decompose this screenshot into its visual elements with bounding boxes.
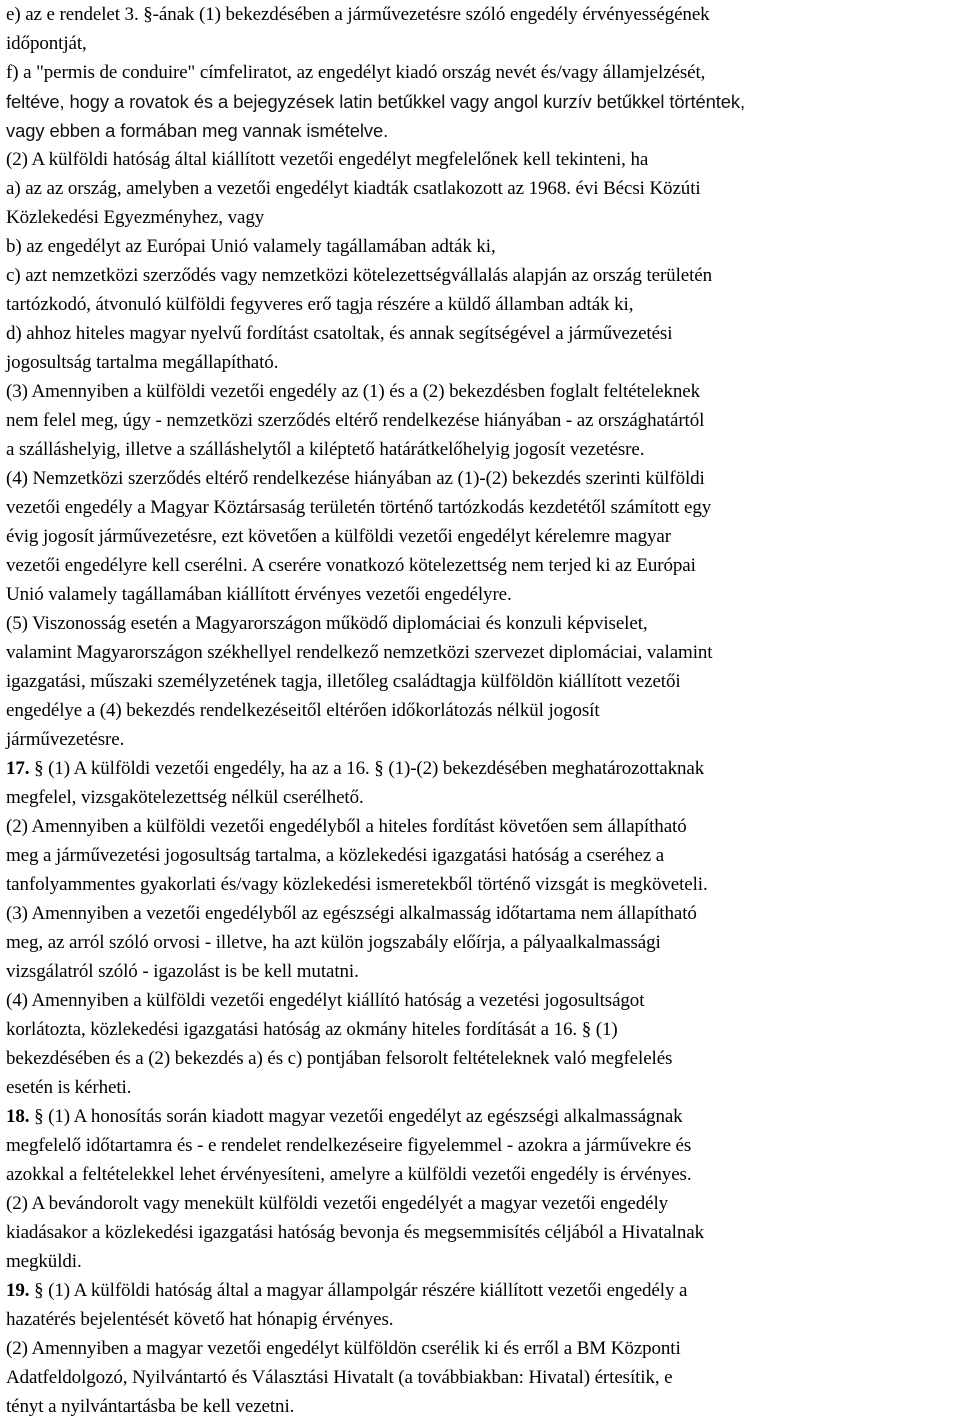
text-line: bekezdésében és a (2) bekezdés a) és c) pontjában felsorolt feltételeknek való megfelelés bbox=[6, 1048, 673, 1069]
text-line: d) ahhoz hiteles magyar nyelvű fordítást csatoltak, és annak segítségével a járművezetési bbox=[6, 323, 673, 344]
text-line: (5) Viszonosság esetén a Magyarországon működő diplomáciai és konzuli képviselet, bbox=[6, 613, 648, 634]
text-line: (2) Amennyiben a külföldi vezetői engedélyből a hiteles fordítást követően sem állapítható bbox=[6, 816, 687, 837]
text-line: (4) Nemzetközi szerződés eltérő rendelkezése hiányában az (1)-(2) bekezdés szerinti külföldi bbox=[6, 468, 705, 489]
text-line: b) az engedélyt az Európai Unió valamely tagállamában adták ki, bbox=[6, 236, 496, 257]
text-line: a) az az ország, amelyben a vezetői engedélyt kiadták csatlakozott az 1968. évi Bécsi Közúti bbox=[6, 178, 701, 199]
text-line: nem felel meg, úgy - nemzetközi szerződés eltérő rendelkezése hiányában - az országhatártól bbox=[6, 410, 705, 431]
text-line: esetén is kérheti. bbox=[6, 1077, 132, 1098]
text-line: tanfolyammentes gyakorlati és/vagy közlekedési ismeretekből történő vizsgát is megköveteli. bbox=[6, 874, 708, 895]
text-line: megfelelő időtartamra és - e rendelet rendelkezéseire figyelemmel - azokra a járművekre és bbox=[6, 1135, 692, 1156]
text-line: vezetői engedély a Magyar Köztársaság területén történő tartózkodás kezdetétől számított egy bbox=[6, 497, 712, 518]
text-line: megküldi. bbox=[6, 1251, 82, 1272]
text-line: (3) Amennyiben a külföldi vezetői engedély az (1) és a (2) bekezdésben foglalt feltételeknek bbox=[6, 381, 701, 402]
text-line: feltéve, hogy a rovatok és a bejegyzések latin betűkkel vagy angol kurzív betűkkel történtek, bbox=[6, 91, 746, 112]
text-line: jogosultság tartalma megállapítható. bbox=[6, 352, 279, 373]
text-line: meg, az arról szóló orvosi - illetve, ha azt külön jogszabály előírja, a pályaalkalmassági bbox=[6, 932, 661, 953]
text-line: korlátozta, közlekedési igazgatási hatóság az okmány hiteles fordítását a 16. § (1) bbox=[6, 1019, 618, 1040]
section-text: § (1) A külföldi hatóság által a magyar állampolgár részére kiállított vezetői engedély a bbox=[34, 1280, 688, 1301]
text-line: járművezetésre. bbox=[6, 729, 125, 750]
text-line: (3) Amennyiben a vezetői engedélyből az egészségi alkalmasság időtartama nem állapítható bbox=[6, 903, 697, 924]
text-line: valamint Magyarországon székhellyel rendelkező nemzetközi szervezet diplomáciai, valamint bbox=[6, 642, 713, 663]
text-line: (2) A külföldi hatóság által kiállított vezetői engedélyt megfelelőnek kell tekinteni, ha bbox=[6, 149, 649, 170]
text-line: f) a "permis de conduire" címfeliratot, az engedélyt kiadó ország nevét és/vagy államjelzését, bbox=[6, 62, 706, 83]
section-19-line bbox=[6, 1276, 954, 1305]
text-line: c) azt nemzetközi szerződés vagy nemzetközi kötelezettségvállalás alapján az ország területén bbox=[6, 265, 713, 286]
text-line: kiadásakor a közlekedési igazgatási hatóság bevonja és megsemmisítés céljából a Hivatalnak bbox=[6, 1222, 704, 1243]
section-17-line bbox=[6, 754, 954, 783]
section-text: § (1) A honosítás során kiadott magyar vezetői engedélyt az egészségi alkalmasságnak bbox=[34, 1106, 683, 1127]
text-line: a szálláshelyig, illetve a szálláshelytől a kiléptető határátkelőhelyig jogosít vezetésre. bbox=[6, 439, 645, 460]
text-line: meg a járművezetési jogosultság tartalma, a közlekedési igazgatási hatóság a cseréhez a bbox=[6, 845, 665, 866]
text-line: vagy ebben a formában meg vannak ismételve. bbox=[6, 120, 389, 141]
text-line: tényt a nyilvántartásba be kell vezetni. bbox=[6, 1396, 295, 1417]
text-line: azokkal a feltételekkel lehet érvényesíteni, amelyre a külföldi vezetői engedély is érvényes. bbox=[6, 1164, 692, 1185]
text-line: Unió valamely tagállamában kiállított érvényes vezetői engedélyre. bbox=[6, 584, 512, 605]
text-line: évig jogosít járművezetésre, ezt követően a külföldi vezetői engedélyt kérelemre magyar bbox=[6, 526, 671, 547]
text-line: megfelel, vizsgakötelezettség nélkül cserélhető. bbox=[6, 787, 364, 808]
section-number: 19. bbox=[6, 1280, 30, 1301]
text-line: (2) Amennyiben a magyar vezetői engedélyt külföldön cserélik ki és erről a BM Központi bbox=[6, 1338, 681, 1359]
text-line: időpontját, bbox=[6, 33, 87, 54]
text-line: (2) A bevándorolt vagy menekült külföldi vezetői engedélyét a magyar vezetői engedély bbox=[6, 1193, 669, 1214]
text-line: hazatérés bejelentését követő hat hónapig érvényes. bbox=[6, 1309, 394, 1330]
text-line: e) az e rendelet 3. §-ának (1) bekezdésében a járművezetésre szóló engedély érvényességének bbox=[6, 4, 710, 25]
section-number: 18. bbox=[6, 1106, 30, 1127]
text-line: (4) Amennyiben a külföldi vezetői engedélyt kiállító hatóság a vezetési jogosultságot bbox=[6, 990, 645, 1011]
section-number: 17. bbox=[6, 758, 30, 779]
section-text: § (1) A külföldi vezetői engedély, ha az a 16. § (1)-(2) bekezdésében meghatározottaknak bbox=[34, 758, 705, 779]
text-line: vizsgálatról szóló - igazolást is be kell mutatni. bbox=[6, 961, 359, 982]
text-line: igazgatási, műszaki személyzetének tagja, illetőleg családtagja külföldön kiállított vezetői bbox=[6, 671, 681, 692]
text-line: Közlekedési Egyezményhez, vagy bbox=[6, 207, 265, 228]
section-18-line bbox=[6, 1102, 954, 1131]
text-line: Adatfeldolgozó, Nyilvántartó és Választási Hivatalt (a továbbiakban: Hivatal) értesítik, e bbox=[6, 1367, 673, 1388]
text-line: engedélye a (4) bekezdés rendelkezéseitől eltérően időkorlátozás nélkül jogosít bbox=[6, 700, 600, 721]
text-line: vezetői engedélyre kell cserélni. A cserére vonatkozó kötelezettség nem terjed ki az Európai bbox=[6, 555, 696, 576]
text-line: tartózkodó, átvonuló külföldi fegyveres erő tagja részére a küldő államban adták ki, bbox=[6, 294, 634, 315]
